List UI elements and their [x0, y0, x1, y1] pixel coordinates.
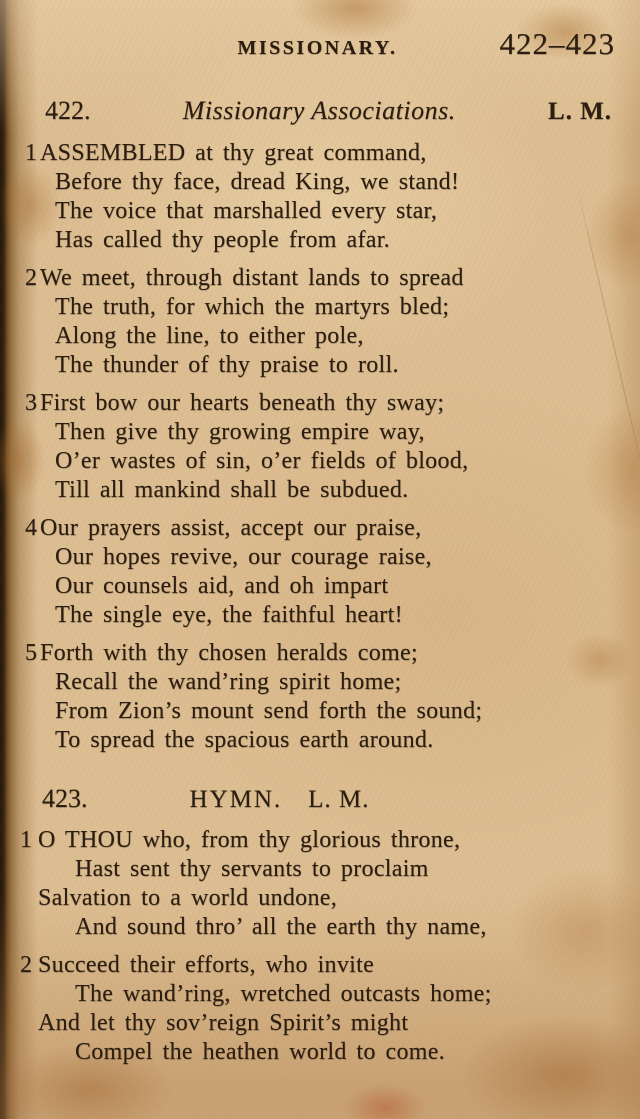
- page-content: [20, 0, 640, 1119]
- verse-line: Till all mankind shall be subdued.: [55, 477, 409, 503]
- verse-line: Before thy face, dread King, we stand!: [55, 169, 460, 195]
- verse-line: Recall the wand’ring spirit home;: [55, 669, 402, 695]
- verse-line: Our counsels aid, and oh impart: [55, 573, 389, 599]
- verse-line: The voice that marshalled every star,: [55, 198, 438, 224]
- verse-line: O’er wastes of sin, o’er fields of blood,: [55, 448, 469, 474]
- hymn-number: 423.: [42, 784, 88, 813]
- verse: [20, 951, 640, 1067]
- hymn-title: Missionary Associations.: [182, 96, 456, 125]
- verse-number: 2: [20, 952, 33, 978]
- verse: [25, 139, 640, 255]
- verse-line: Along the line, to either pole,: [55, 323, 364, 349]
- verse-line: To spread the spacious earth around.: [55, 727, 434, 753]
- verse-number: 4: [25, 515, 38, 541]
- verse-line: From Zion’s mount send forth the sound;: [55, 698, 483, 724]
- verse-line: The wand’ring, wretched outcasts home;: [75, 981, 492, 1007]
- section-title: MISSIONARY.: [237, 37, 398, 59]
- verse-line: O THOU who, from thy glorious throne,: [38, 827, 461, 853]
- verse-line: Forth with thy chosen heralds come;: [40, 640, 418, 666]
- verse: [25, 264, 640, 380]
- verse-line: We meet, through distant lands to spread: [40, 265, 464, 291]
- verse-line: Our prayers assist, accept our praise,: [40, 515, 422, 541]
- hymn-422-verses: [25, 139, 640, 764]
- verse-line: Has called thy people from afar.: [55, 227, 390, 253]
- verse-number: 3: [25, 390, 38, 416]
- hymn-423-verses: [20, 826, 640, 1076]
- verse-line: The single eye, the faithful heart!: [55, 602, 403, 628]
- verse-number: 1: [20, 827, 33, 853]
- verse-line: The thunder of thy praise to roll.: [55, 352, 399, 378]
- verse-line: Then give thy growing empire way,: [55, 419, 425, 445]
- hymn-meter: L. M.: [547, 98, 612, 125]
- hymn-423-heading: [25, 784, 640, 815]
- verse-number: 2: [25, 265, 38, 291]
- verse-number: 5: [25, 640, 38, 666]
- verse-line: Hast sent thy servants to proclaim: [75, 856, 429, 882]
- verse: [20, 826, 640, 942]
- hymn-422-heading: [25, 96, 640, 127]
- verse-line: And let thy sov’reign Spirit’s might: [38, 1010, 409, 1036]
- verse-line: First bow our hearts beneath thy sway;: [40, 390, 445, 416]
- verse-line: And sound thro’ all the earth thy name,: [75, 914, 487, 940]
- verse: [25, 389, 640, 505]
- verse: [25, 639, 640, 755]
- hymn-meter: L. M.: [308, 786, 370, 813]
- verse-number: 1: [25, 140, 38, 166]
- page-numbers: 422–423: [499, 26, 615, 61]
- verse: [25, 514, 640, 630]
- verse-line: Succeed their efforts, who invite: [38, 952, 375, 978]
- hymn-number: 422.: [45, 96, 91, 125]
- hymn-title: HYMN.: [189, 786, 283, 813]
- verse-line: The truth, for which the martyrs bled;: [55, 294, 450, 320]
- verse-line: ASSEMBLED at thy great command,: [40, 140, 427, 166]
- verse-line: Our hopes revive, our courage raise,: [55, 544, 432, 570]
- verse-line: Compel the heathen world to come.: [75, 1039, 445, 1065]
- verse-line: Salvation to a world undone,: [38, 885, 338, 911]
